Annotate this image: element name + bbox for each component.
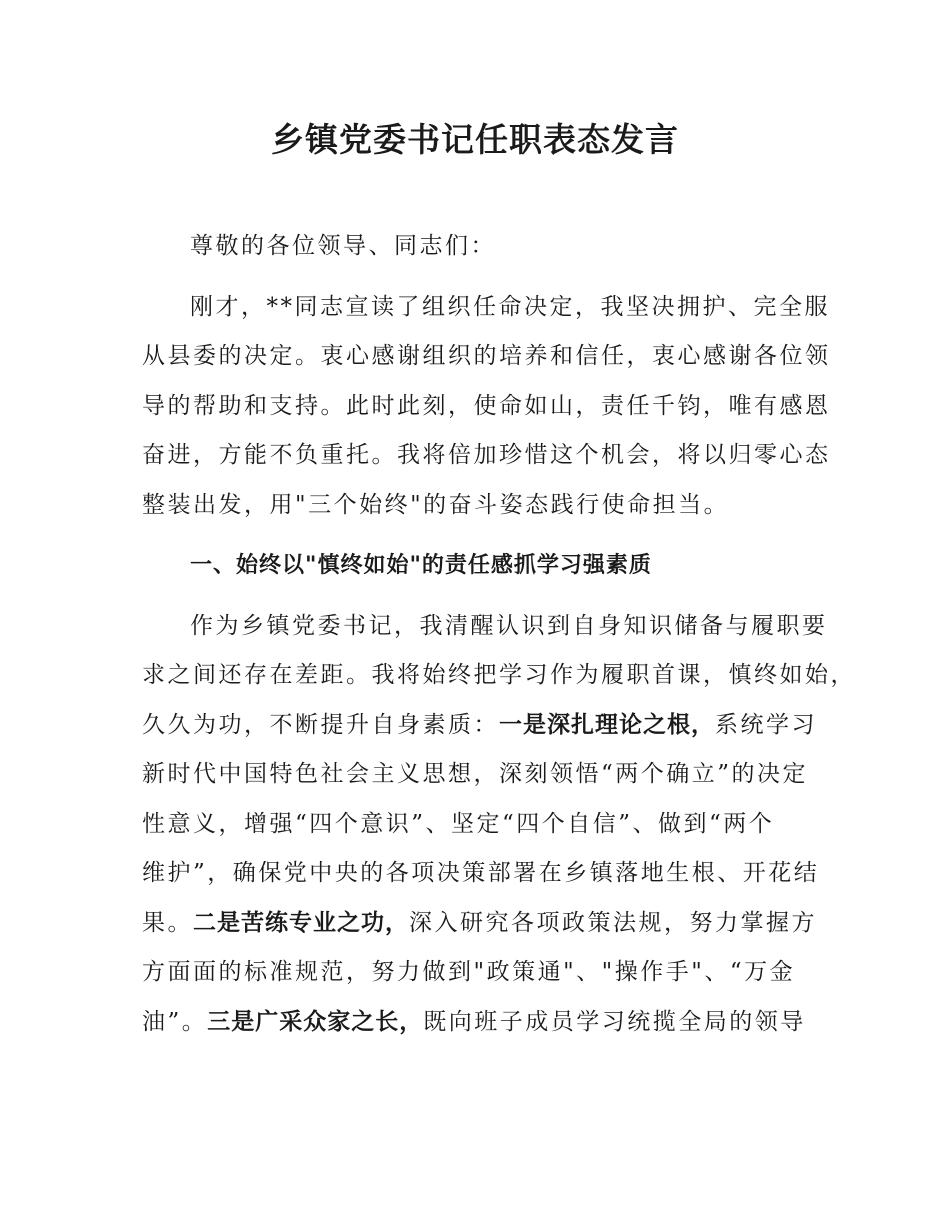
paragraph-line: 整装出发，用"三个始终"的奋斗姿态践行使命担当。: [142, 491, 730, 518]
inline-text: 系统学习: [715, 711, 817, 738]
bold-point-two: 二是苦练专业之功，: [193, 909, 409, 936]
salutation: 尊敬的各位领导、同志们：: [190, 233, 496, 259]
paragraph-line: 方面面的标准规范，努力做到"政策通"、"操作手"、“万金: [142, 959, 796, 985]
section-heading: 一、始终以"慎终如始"的责任感抓学习强素质: [190, 553, 652, 578]
inline-text: 果。: [142, 909, 193, 936]
paragraph-line: 维护”，确保党中央的各项决策部署在乡镇落地生根、开花结: [142, 860, 820, 886]
inline-text: 油”。: [142, 1008, 208, 1035]
paragraph-line: [142, 899, 817, 949]
paragraph-line: 刚才，**同志宣读了组织任命决定，我坚决拥护、完全服: [190, 293, 830, 320]
paragraph-line: [142, 701, 817, 751]
paragraph-line: 导的帮助和支持。此时此刻，使命如山，责任千钧，唯有感恩: [142, 392, 831, 419]
bold-point-three: 三是广采众家之长，: [207, 1008, 424, 1035]
bold-point-one: 一是深扎理论之根，: [499, 711, 715, 738]
document-body: [142, 222, 856, 1047]
paragraph-line: 新时代中国特色社会主义思想，深刻领悟“两个确立”的决定: [142, 761, 809, 787]
document-title: 乡镇党委书记任职表态发言: [271, 120, 679, 159]
paragraph-line: 性意义，增强“四个意识”、坚定“四个自信”、做到“两个: [142, 810, 775, 837]
inline-text: 既向班子成员学习统揽全局的领导: [423, 1008, 806, 1035]
paragraph-line: 奋进，方能不负重托。我将倍加珍惜这个机会，将以归零心态: [142, 442, 831, 468]
paragraph-line: [142, 998, 810, 1048]
paragraph-line: 从县委的决定。衷心感谢组织的培养和信任，衷心感谢各位领: [142, 343, 831, 369]
inline-text: 深入研究各项政策法规，努力掌握方: [409, 909, 817, 936]
paragraph-line: 作为乡镇党委书记，我清醒认识到自身知识储备与履职要: [190, 612, 828, 639]
inline-text: 久久为功，不断提升自身素质：: [142, 711, 499, 738]
paragraph-line: 求之间还存在差距。我将始终把学习作为履职首课，慎终如始，: [142, 662, 856, 688]
